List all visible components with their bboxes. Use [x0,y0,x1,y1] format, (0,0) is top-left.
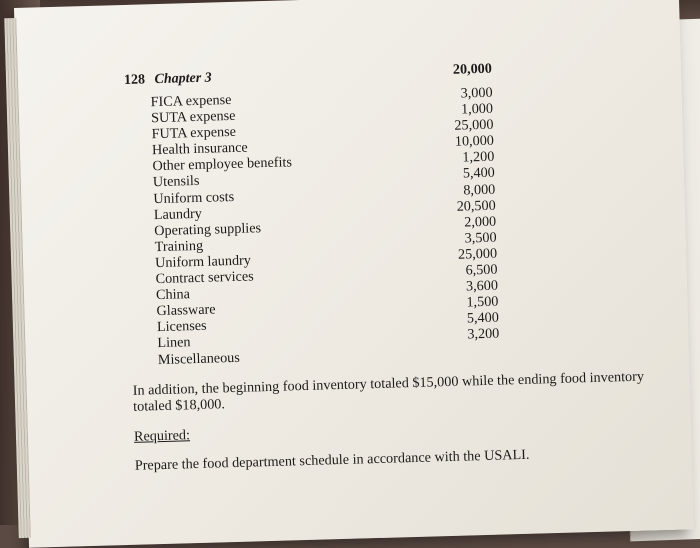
expense-label: SUTA expense [151,108,236,126]
expense-value: 3,200 [409,326,499,345]
expense-value: 1,500 [408,294,498,313]
expense-value: 5,400 [409,310,499,329]
expense-label: Laundry [154,205,203,222]
expense-label: Licenses [157,318,207,335]
expense-label: Miscellaneous [158,349,240,367]
expense-label: Utensils [153,173,200,190]
expense-value: 5,400 [405,165,495,184]
expense-value: 8,000 [405,181,495,200]
expense-label: Linen [157,335,191,352]
expense-value: 3,600 [408,278,498,297]
expense-list [124,80,671,369]
page-number: 128 [124,72,145,88]
expense-label: Training [155,238,204,255]
expense-value: 6,500 [407,262,497,281]
required-heading: Required: [134,413,674,445]
expense-label: Health insurance [152,140,248,159]
expense-value: 3,500 [406,229,496,248]
expense-value: 10,000 [404,133,494,152]
expense-value: 25,000 [403,117,493,136]
chapter-title: Chapter 3 [154,71,212,88]
expense-value: 2,000 [406,213,496,232]
expense-value: 1,200 [404,149,494,168]
expense-label: China [156,286,190,303]
expense-value: 25,000 [407,246,497,265]
expense-label: FUTA expense [151,124,236,142]
expense-label: Glassware [156,302,216,320]
expense-value: 3,000 [402,85,492,104]
instruction-text: Prepare the food department schedule in accordance with the USALI. [135,442,675,474]
expense-value: 1,000 [403,101,493,120]
expense-label: Uniform costs [153,188,234,206]
expense-label: Contract services [155,268,254,287]
inventory-paragraph: In addition, the beginning food inventory totaled $15,000 while the ending food inventory totaled $18,000. [133,368,654,415]
expense-label: Uniform laundry [155,252,251,271]
expense-label: Other employee benefits [152,155,292,175]
expense-value: 20,500 [406,197,496,216]
expense-label: Operating supplies [154,220,261,239]
book-page [14,0,694,548]
first-value: 20,000 [402,61,492,81]
expense-label: FICA expense [150,92,231,110]
page-content [124,58,675,475]
